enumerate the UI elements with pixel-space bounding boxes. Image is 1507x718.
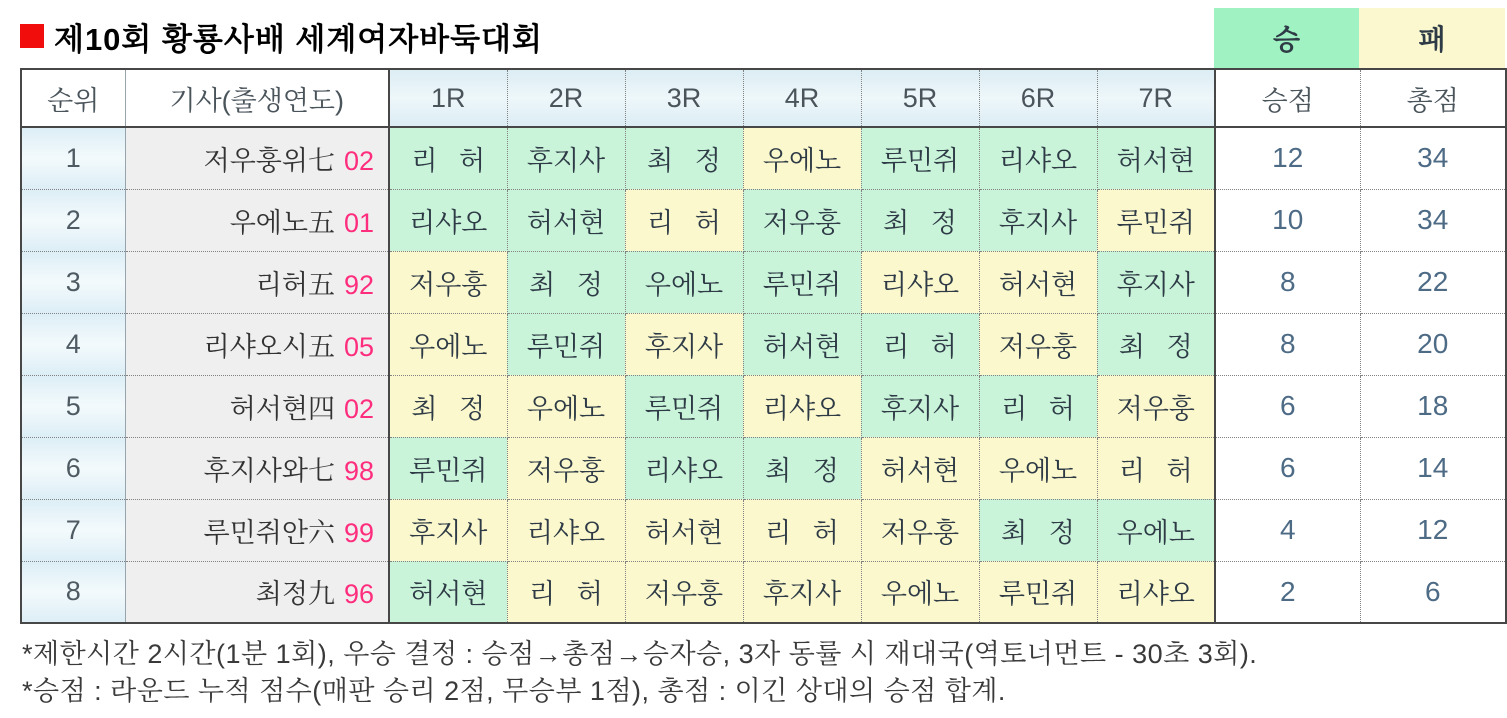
rank-cell: 5 bbox=[21, 375, 125, 437]
footnote-line-2: *승점 : 라운드 누적 점수(매판 승리 2점, 무승부 1점), 총점 : 이긴 상대의 승점 합계. bbox=[22, 676, 1006, 706]
round-cell: 최 정 bbox=[743, 437, 861, 499]
round-cell: 리 허 bbox=[389, 127, 507, 189]
total-cell: 6 bbox=[1360, 561, 1506, 623]
birth-year: 96 bbox=[343, 579, 374, 610]
header-row bbox=[21, 69, 1506, 127]
round-cell: 허서현 bbox=[743, 313, 861, 375]
rank-cell: 3 bbox=[21, 251, 125, 313]
round-cell: 우에노 bbox=[861, 561, 979, 623]
round-cell: 허서현 bbox=[1097, 127, 1215, 189]
player-cell bbox=[125, 561, 389, 623]
player-name: 루민쥐안六 bbox=[203, 517, 335, 548]
player-cell bbox=[125, 499, 389, 561]
rank-cell: 2 bbox=[21, 189, 125, 251]
total-cell: 34 bbox=[1360, 127, 1506, 189]
birth-year: 01 bbox=[343, 207, 374, 238]
round-cell: 루민쥐 bbox=[625, 375, 743, 437]
total-cell: 20 bbox=[1360, 313, 1506, 375]
round-cell: 루민쥐 bbox=[389, 437, 507, 499]
round-cell: 리샤오 bbox=[743, 375, 861, 437]
rank-cell: 8 bbox=[21, 561, 125, 623]
round-cell: 리 허 bbox=[861, 313, 979, 375]
round-cell: 최 정 bbox=[861, 189, 979, 251]
round-cell: 저우훙 bbox=[1097, 375, 1215, 437]
round-cell: 리샤오 bbox=[979, 127, 1097, 189]
rank-cell: 6 bbox=[21, 437, 125, 499]
round-cell: 최 정 bbox=[389, 375, 507, 437]
round-cell: 저우훙 bbox=[389, 251, 507, 313]
round-cell: 최 정 bbox=[507, 251, 625, 313]
legend-win-label: 승 bbox=[1214, 8, 1359, 68]
round-cell: 리샤오 bbox=[1097, 561, 1215, 623]
round-cell: 리 허 bbox=[507, 561, 625, 623]
header-rank: 순위 bbox=[21, 69, 125, 127]
birth-year: 02 bbox=[343, 145, 374, 176]
player-cell bbox=[125, 313, 389, 375]
player-name: 후지사와七 bbox=[203, 455, 335, 486]
round-cell: 허서현 bbox=[625, 499, 743, 561]
header-round-3: 3R bbox=[625, 69, 743, 127]
points-cell: 8 bbox=[1215, 313, 1360, 375]
round-cell: 리샤오 bbox=[389, 189, 507, 251]
table-row bbox=[21, 127, 1506, 189]
round-cell: 루민쥐 bbox=[979, 561, 1097, 623]
points-cell: 10 bbox=[1215, 189, 1360, 251]
player-name: 저우훙위七 bbox=[203, 145, 335, 176]
round-cell: 리 허 bbox=[625, 189, 743, 251]
player-cell bbox=[125, 251, 389, 313]
birth-year: 99 bbox=[343, 517, 374, 548]
header-total: 총점 bbox=[1360, 69, 1506, 127]
round-cell: 후지사 bbox=[507, 127, 625, 189]
round-cell: 리 허 bbox=[1097, 437, 1215, 499]
round-cell: 허서현 bbox=[979, 251, 1097, 313]
round-cell: 최 정 bbox=[979, 499, 1097, 561]
footnote-line-1: *제한시간 2시간(1분 1회), 우승 결정 : 승점→총점→승자승, 3자 동률 시 재대국(역토너먼트 - 30초 3회). bbox=[22, 639, 1258, 669]
rank-cell: 4 bbox=[21, 313, 125, 375]
header-points: 승점 bbox=[1215, 69, 1360, 127]
birth-year: 05 bbox=[343, 331, 374, 362]
title-bar bbox=[0, 0, 1507, 68]
round-cell: 저우훙 bbox=[507, 437, 625, 499]
header-round-5: 5R bbox=[861, 69, 979, 127]
player-name: 우에노五 bbox=[229, 207, 335, 238]
player-cell bbox=[125, 375, 389, 437]
round-cell: 저우훙 bbox=[625, 561, 743, 623]
round-cell: 우에노 bbox=[507, 375, 625, 437]
round-cell: 리샤오 bbox=[625, 437, 743, 499]
points-cell: 6 bbox=[1215, 375, 1360, 437]
header-round-1: 1R bbox=[389, 69, 507, 127]
player-name: 리허五 bbox=[255, 269, 335, 300]
round-cell: 리샤오 bbox=[861, 251, 979, 313]
round-cell: 우에노 bbox=[1097, 499, 1215, 561]
table-row bbox=[21, 189, 1506, 251]
header-round-2: 2R bbox=[507, 69, 625, 127]
points-cell: 4 bbox=[1215, 499, 1360, 561]
round-cell: 리샤오 bbox=[507, 499, 625, 561]
round-cell: 루민쥐 bbox=[743, 251, 861, 313]
round-cell: 최 정 bbox=[625, 127, 743, 189]
footnotes bbox=[0, 624, 1507, 710]
player-name: 최정九 bbox=[255, 579, 335, 610]
birth-year: 02 bbox=[343, 393, 374, 424]
round-cell: 후지사 bbox=[979, 189, 1097, 251]
header-round-4: 4R bbox=[743, 69, 861, 127]
round-cell: 루민쥐 bbox=[1097, 189, 1215, 251]
round-cell: 리 허 bbox=[743, 499, 861, 561]
birth-year: 92 bbox=[343, 269, 374, 300]
round-cell: 후지사 bbox=[1097, 251, 1215, 313]
points-cell: 8 bbox=[1215, 251, 1360, 313]
points-cell: 2 bbox=[1215, 561, 1360, 623]
round-cell: 우에노 bbox=[743, 127, 861, 189]
birth-year: 98 bbox=[343, 455, 374, 486]
legend-loss-label: 패 bbox=[1359, 8, 1505, 68]
rank-cell: 1 bbox=[21, 127, 125, 189]
player-cell bbox=[125, 127, 389, 189]
round-cell: 저우훙 bbox=[743, 189, 861, 251]
header-round-7: 7R bbox=[1097, 69, 1215, 127]
table-row bbox=[21, 375, 1506, 437]
page-title: 제10회 황룡사배 세계여자바둑대회 bbox=[54, 21, 543, 57]
round-cell: 후지사 bbox=[743, 561, 861, 623]
points-cell: 12 bbox=[1215, 127, 1360, 189]
win-loss-legend bbox=[1214, 8, 1505, 68]
total-cell: 12 bbox=[1360, 499, 1506, 561]
total-cell: 18 bbox=[1360, 375, 1506, 437]
player-name: 허서현四 bbox=[229, 393, 335, 424]
player-cell bbox=[125, 189, 389, 251]
round-cell: 허서현 bbox=[507, 189, 625, 251]
round-cell: 허서현 bbox=[861, 437, 979, 499]
round-cell: 리 허 bbox=[979, 375, 1097, 437]
rank-cell: 7 bbox=[21, 499, 125, 561]
round-cell: 저우훙 bbox=[861, 499, 979, 561]
round-cell: 후지사 bbox=[625, 313, 743, 375]
header-round-6: 6R bbox=[979, 69, 1097, 127]
round-cell: 루민쥐 bbox=[861, 127, 979, 189]
total-cell: 22 bbox=[1360, 251, 1506, 313]
total-cell: 14 bbox=[1360, 437, 1506, 499]
round-cell: 우에노 bbox=[625, 251, 743, 313]
points-cell: 6 bbox=[1215, 437, 1360, 499]
table-row bbox=[21, 313, 1506, 375]
round-cell: 후지사 bbox=[861, 375, 979, 437]
results-table bbox=[20, 68, 1507, 624]
round-cell: 루민쥐 bbox=[507, 313, 625, 375]
round-cell: 우에노 bbox=[979, 437, 1097, 499]
table-row bbox=[21, 561, 1506, 623]
round-cell: 허서현 bbox=[389, 561, 507, 623]
table-row bbox=[21, 437, 1506, 499]
table-row bbox=[21, 251, 1506, 313]
player-cell bbox=[125, 437, 389, 499]
table-row bbox=[21, 499, 1506, 561]
total-cell: 34 bbox=[1360, 189, 1506, 251]
round-cell: 후지사 bbox=[389, 499, 507, 561]
round-cell: 우에노 bbox=[389, 313, 507, 375]
red-square-bullet bbox=[20, 24, 44, 48]
round-cell: 저우훙 bbox=[979, 313, 1097, 375]
header-player: 기사(출생연도) bbox=[125, 69, 389, 127]
round-cell: 최 정 bbox=[1097, 313, 1215, 375]
player-name: 리샤오시五 bbox=[203, 331, 335, 362]
